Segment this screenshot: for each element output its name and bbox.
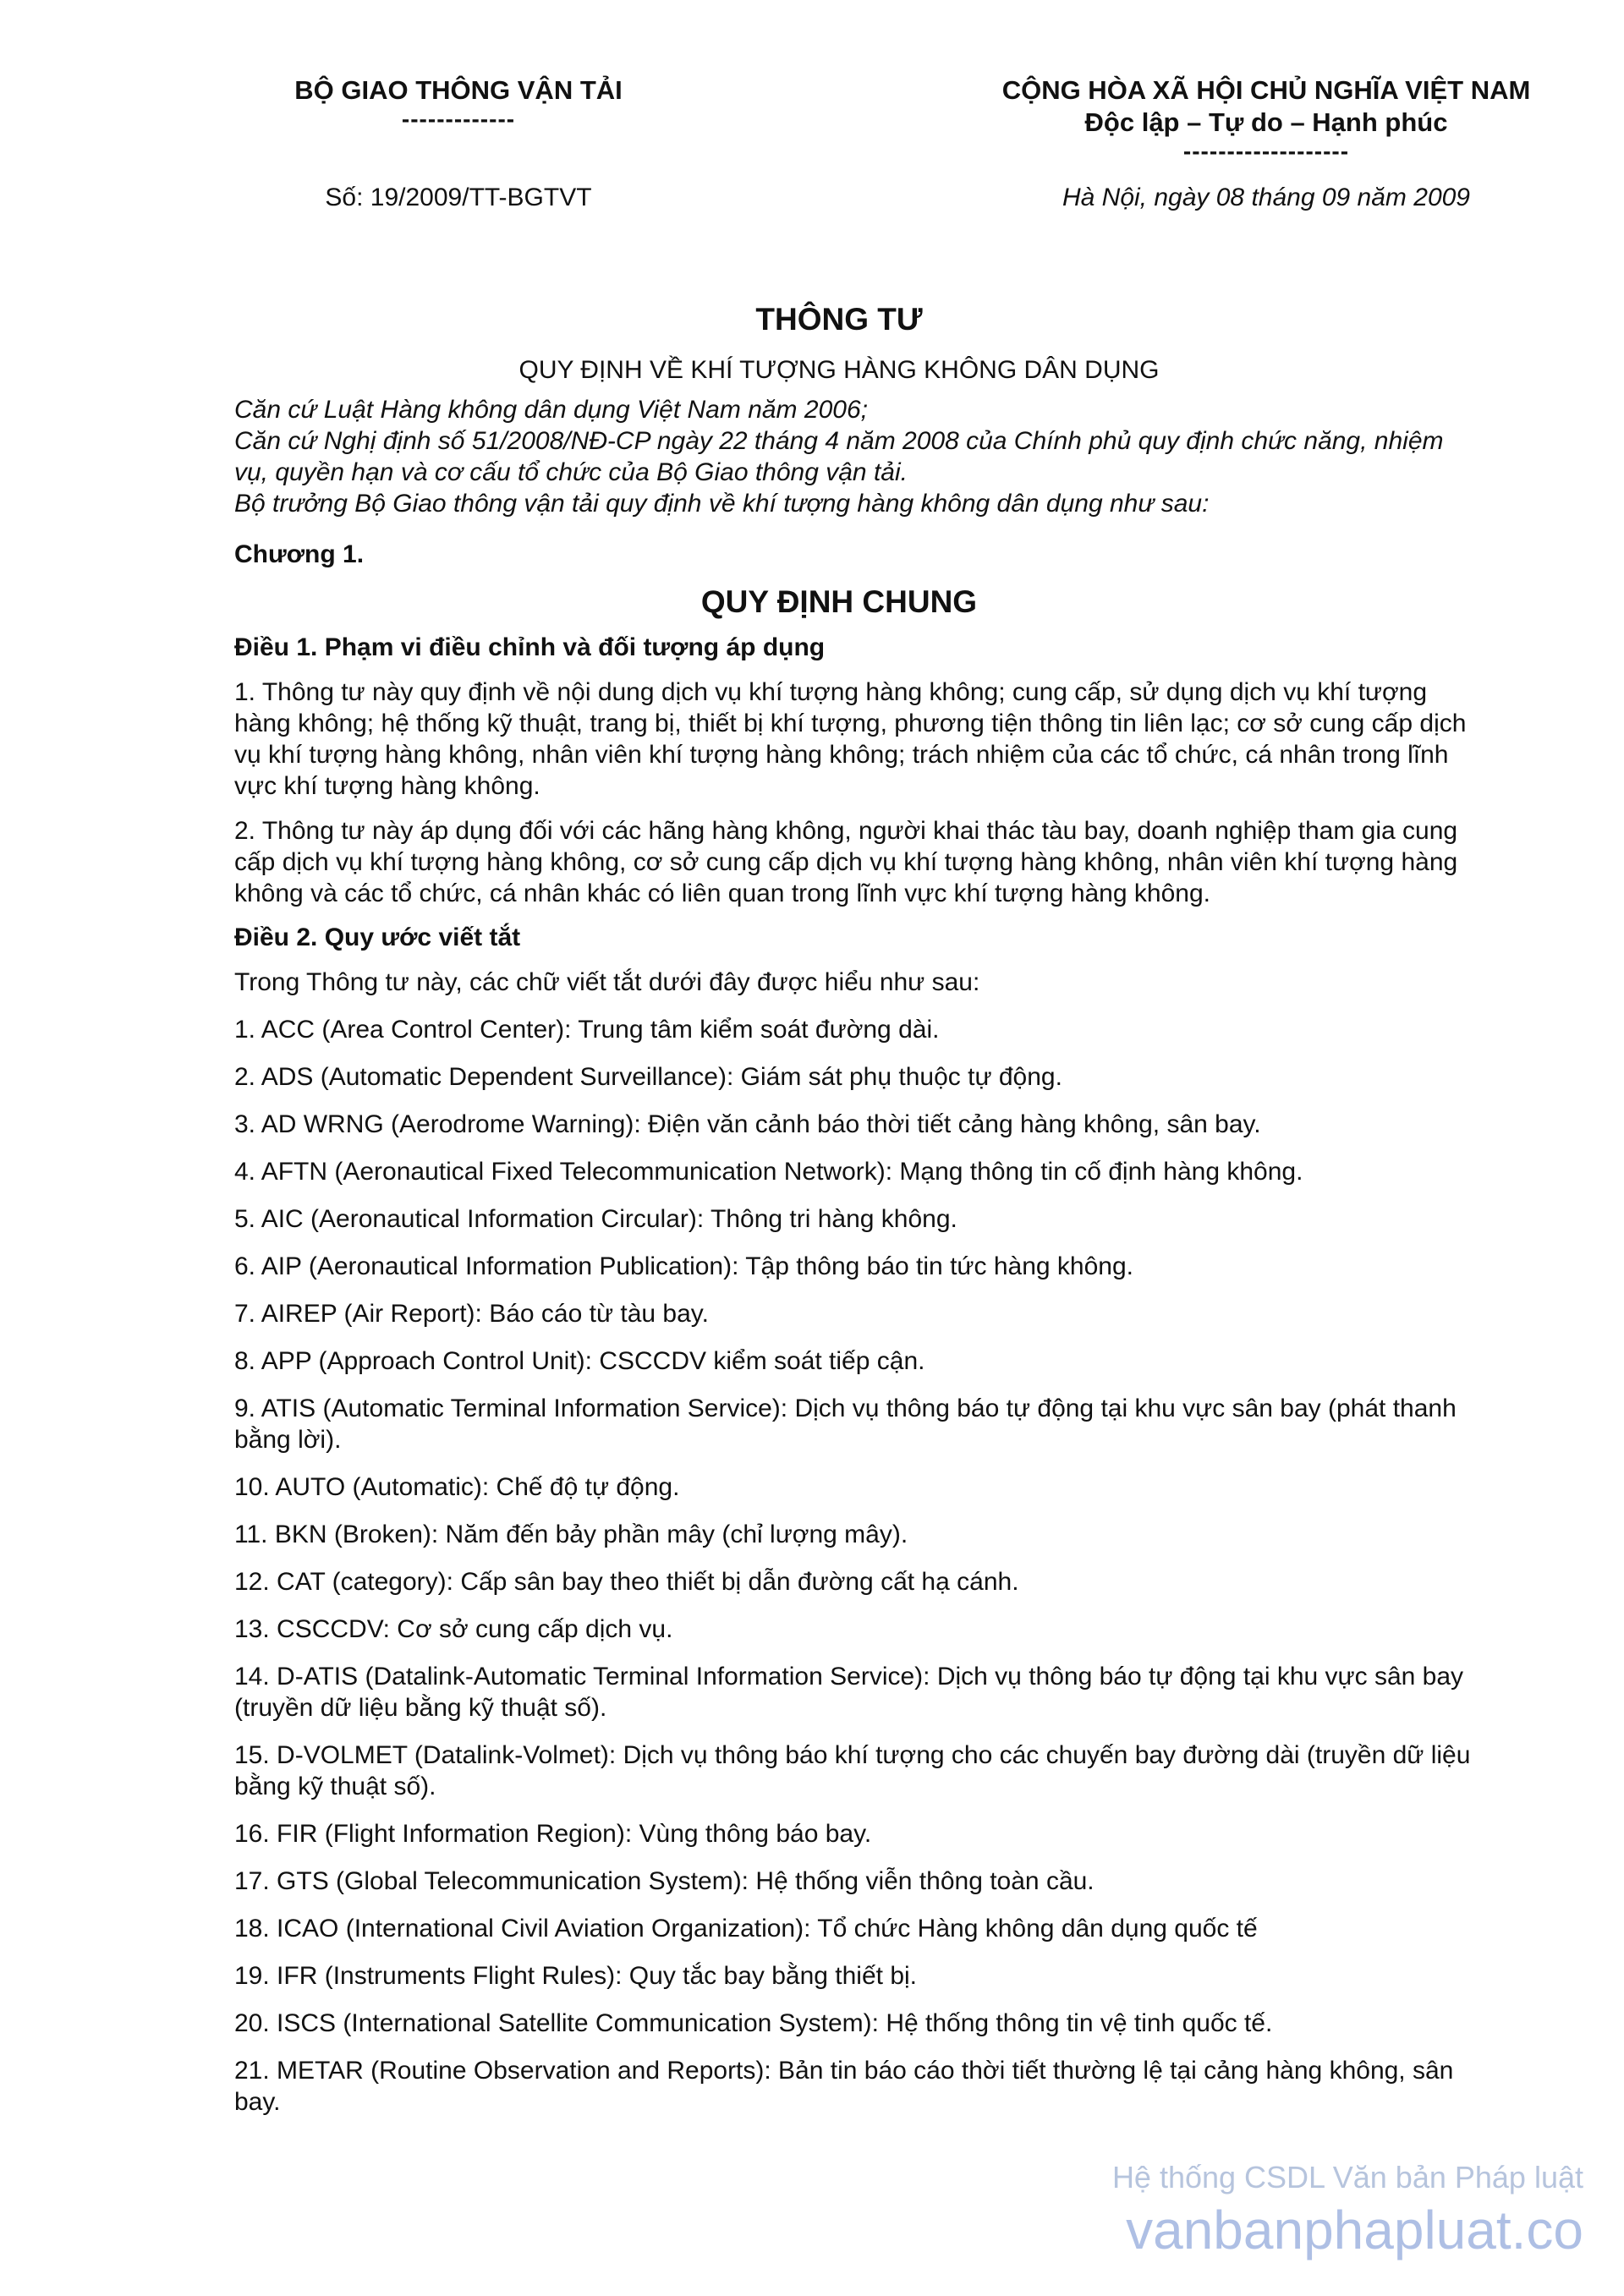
abbreviation-item: 2. ADS (Automatic Dependent Surveillance): Giám sát phụ thuộc tự động. (234, 1063, 1062, 1091)
abbreviation-item: 8. APP (Approach Control Unit): CSCCDV kiểm soát tiếp cận. (234, 1347, 925, 1375)
document-header (234, 74, 1531, 164)
watermark-tagline: Hệ thống CSDL Văn bản Pháp luật (1111, 2160, 1583, 2195)
article-1-paragraph: 1. Thông tư này quy định về nội dung dịch vụ khí tượng hàng không; cung cấp, sử dụng dịch vụ khí tượng hàng không; hệ thống kỹ thuật, trang bị, thiết bị khí tượng, phương tiện thông tin liên lạc; cơ sở cung cấp dịch vụ khí tượng hàng không, nhân viên khí tượng hàng không; trách nhiệm của các tổ chức, cá nhân trong lĩnh vực khí tượng hàng không. (234, 678, 1467, 800)
site-watermark (1112, 2160, 1583, 2260)
national-heading-block (970, 74, 1562, 164)
watermark-domain: vanbanphapluat.co (1126, 2200, 1583, 2260)
preamble-line: Căn cứ Nghị định số 51/2008/NĐ-CP ngày 22 tháng 4 năm 2008 của Chính phủ quy định chức năng, nhiệm vụ, quyền hạn và cơ cấu tổ chức của Bộ Giao thông vận tải. (234, 427, 1444, 486)
national-motto: Độc lập – Tự do – Hạnh phúc (1084, 107, 1448, 137)
abbreviation-item: 18. ICAO (International Civil Aviation Organization): Tổ chức Hàng không dân dụng quốc tế (234, 1915, 1258, 1943)
abbreviation-list (234, 1014, 1478, 2118)
abbreviation-item: 16. FIR (Flight Information Region): Vùng thông báo bay. (234, 1820, 872, 1848)
document-subtitle: QUY ĐỊNH VỀ KHÍ TƯỢNG HÀNG KHÔNG DÂN DỤNG (518, 356, 1160, 384)
abbreviation-item: 7. AIREP (Air Report): Báo cáo từ tàu bay. (234, 1300, 709, 1328)
document-number: Số: 19/2009/TT-BGTVT (325, 184, 592, 211)
chapter-label: Chương 1. (234, 540, 365, 568)
document-title: THÔNG TƯ (755, 302, 923, 337)
ministry-rule: ------------- (401, 106, 516, 132)
article-2-title: Điều 2. Quy ước viết tắt (234, 923, 521, 951)
article-1-paragraph: 2. Thông tư này áp dụng đối với các hãng hàng không, người khai thác tàu bay, doanh nghiệp tham gia cung cấp dịch vụ khí tượng hàng không, cơ sở cung cấp dịch vụ khí tượng hàng không, nhân viên khí tượng hàng không và các tổ chức, cá nhân khác có liên quan trong lĩnh vực khí tượng hàng không. (234, 817, 1458, 907)
preamble (234, 394, 1478, 519)
abbreviation-item: 20. ISCS (International Satellite Communication System): Hệ thống thông tin vệ tinh quốc tế. (234, 2009, 1273, 2037)
abbreviation-item: 19. IFR (Instruments Flight Rules): Quy tắc bay bằng thiết bị. (234, 1962, 918, 1990)
document-page (234, 74, 1531, 2118)
chapter-title: QUY ĐỊNH CHUNG (700, 584, 978, 619)
abbreviation-item: 14. D-ATIS (Datalink-Automatic Terminal Information Service): Dịch vụ thông báo tự động tại khu vực sân bay (truyền dữ liệu bằng kỹ thuật số). (234, 1663, 1464, 1722)
abbreviation-item: 3. AD WRNG (Aerodrome Warning): Điện văn cảnh báo thời tiết cảng hàng không, sân bay. (234, 1110, 1261, 1138)
abbreviation-item: 17. GTS (Global Telecommunication System): Hệ thống viễn thông toàn cầu. (234, 1867, 1095, 1895)
country-name: CỘNG HÒA XÃ HỘI CHỦ NGHĨA VIỆT NAM (1001, 75, 1531, 105)
abbreviation-item: 11. BKN (Broken): Năm đến bảy phần mây (chỉ lượng mây). (234, 1521, 908, 1548)
issuing-agency-block (188, 74, 729, 164)
abbreviation-item: 15. D-VOLMET (Datalink-Volmet): Dịch vụ thông báo khí tượng cho các chuyến bay đường dài (truyền dữ liệu bằng kỹ thuật số). (234, 1741, 1471, 1800)
document-meta-row (234, 183, 1478, 213)
abbreviation-item: 21. METAR (Routine Observation and Reports): Bản tin báo cáo thời tiết thường lệ tại cảng hàng không, sân bay. (234, 2057, 1454, 2116)
place-and-date: Hà Nội, ngày 08 tháng 09 năm 2009 (1062, 184, 1470, 211)
abbreviation-item: 5. AIC (Aeronautical Information Circular): Thông tri hàng không. (234, 1205, 957, 1233)
motto-rule: ------------------- (1182, 138, 1350, 164)
abbreviation-item: 1. ACC (Area Control Center): Trung tâm kiểm soát đường dài. (234, 1016, 940, 1044)
abbreviation-item: 10. AUTO (Automatic): Chế độ tự động. (234, 1473, 680, 1501)
preamble-line: Bộ trưởng Bộ Giao thông vận tải quy định về khí tượng hàng không dân dụng như sau: (234, 490, 1210, 518)
abbreviation-item: 6. AIP (Aeronautical Information Publication): Tập thông báo tin tức hàng không. (234, 1252, 1133, 1280)
abbreviation-item: 9. ATIS (Automatic Terminal Information Service): Dịch vụ thông báo tự động tại khu vực sân bay (phát thanh bằng lời). (234, 1395, 1457, 1454)
ministry-name: BỘ GIAO THÔNG VẬN TẢI (294, 75, 623, 105)
article-2-intro: Trong Thông tư này, các chữ viết tắt dưới đây được hiểu như sau: (234, 968, 980, 996)
preamble-line: Căn cứ Luật Hàng không dân dụng Việt Nam năm 2006; (234, 396, 868, 424)
abbreviation-item: 12. CAT (category): Cấp sân bay theo thiết bị dẫn đường cất hạ cánh. (234, 1568, 1019, 1596)
abbreviation-item: 4. AFTN (Aeronautical Fixed Telecommunication Network): Mạng thông tin cố định hàng không. (234, 1158, 1303, 1186)
article-1-title: Điều 1. Phạm vi điều chỉnh và đối tượng áp dụng (234, 633, 826, 661)
abbreviation-item: 13. CSCCDV: Cơ sở cung cấp dịch vụ. (234, 1615, 673, 1643)
